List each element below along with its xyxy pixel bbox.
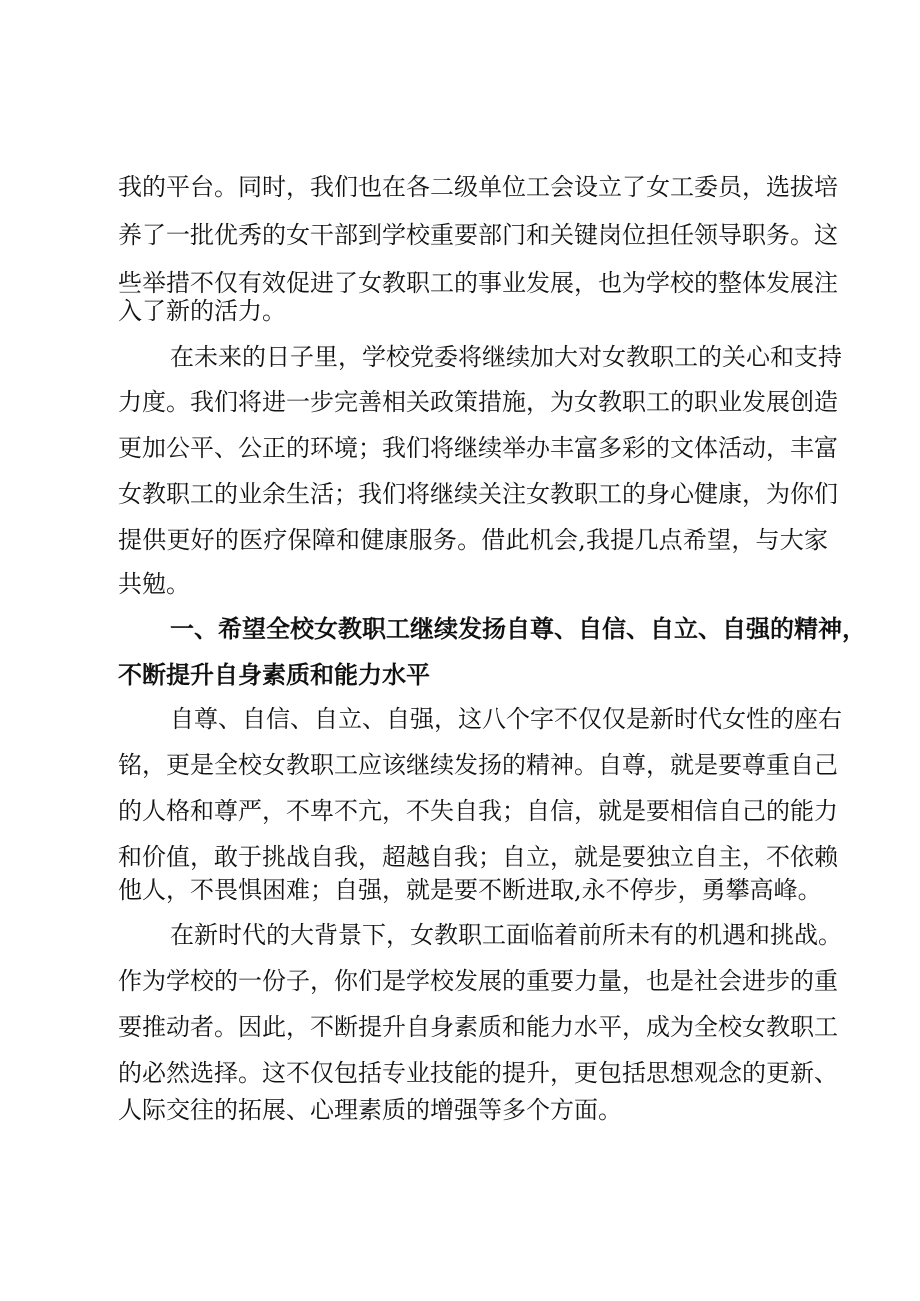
paragraph-2-line-1: 在未来的日子里，学校党委将继续加大对女教职工的关心和支持 [170,343,842,371]
paragraph-3-line-3: 的人格和尊严，不卑不亢，不失自我；自信，就是要相信自己的能力 [118,797,838,825]
paragraph-3-line-5: 他人，不畏惧困难；自强，就是要不断进取,永不停步，勇攀高峰。 [118,876,822,904]
paragraph-2-line-5: 提供更好的医疗保障和健康服务。借此机会,我提几点希望，与大家 [118,526,828,554]
paragraph-3-line-2: 铭，更是全校女教职工应该继续发扬的精神。自尊，就是要尊重自己 [118,751,838,779]
paragraph-3-line-1: 自尊、自信、自立、自强，这八个字不仅仅是新时代女性的座右 [170,705,842,733]
paragraph-2-line-2: 力度。我们将进一步完善相关政策措施，为女教职工的职业发展创造 [118,388,838,416]
paragraph-4-line-3: 要推动者。因此，不断提升自身素质和能力水平，成为全校女教职工 [118,1013,838,1041]
paragraph-2-line-4: 女教职工的业余生活；我们将继续关注女教职工的身心健康，为你们 [118,480,838,508]
paragraph-1-line-1: 我的平台。同时，我们也在各二级单位工会设立了女工委员，选拔培 [118,173,838,201]
section-heading-line-1: 一、希望全校女教职工继续发扬自尊、自信、自立、自强的精神， [170,615,866,643]
paragraph-2-line-6: 共勉。 [118,570,190,598]
paragraph-4-line-1: 在新时代的大背景下，女教职工面临着前所未有的机遇和挑战。 [170,921,842,949]
paragraph-3-line-4: 和价值，敢于挑战自我，超越自我；自立，就是要独立自主，不依赖 [118,843,838,871]
paragraph-1-line-2: 养了一批优秀的女干部到学校重要部门和关键岗位担任领导职务。这 [118,221,838,249]
paragraph-4-line-4: 的必然选择。这不仅包括专业技能的提升，更包括思想观念的更新、 [118,1059,838,1087]
paragraph-4-line-2: 作为学校的一份子，你们是学校发展的重要力量，也是社会进步的重 [118,967,838,995]
section-heading-line-2: 不断提升自身素质和能力水平 [118,661,430,689]
paragraph-1-line-4: 入了新的活力。 [118,297,286,325]
paragraph-1-line-3: 些举措不仅有效促进了女教职工的事业发展，也为学校的整体发展注 [118,269,838,297]
paragraph-4-line-5: 人际交往的拓展、心理素质的增强等多个方面。 [118,1096,622,1124]
paragraph-2-line-3: 更加公平、公正的环境；我们将继续举办丰富多彩的文体活动，丰富 [118,434,838,462]
